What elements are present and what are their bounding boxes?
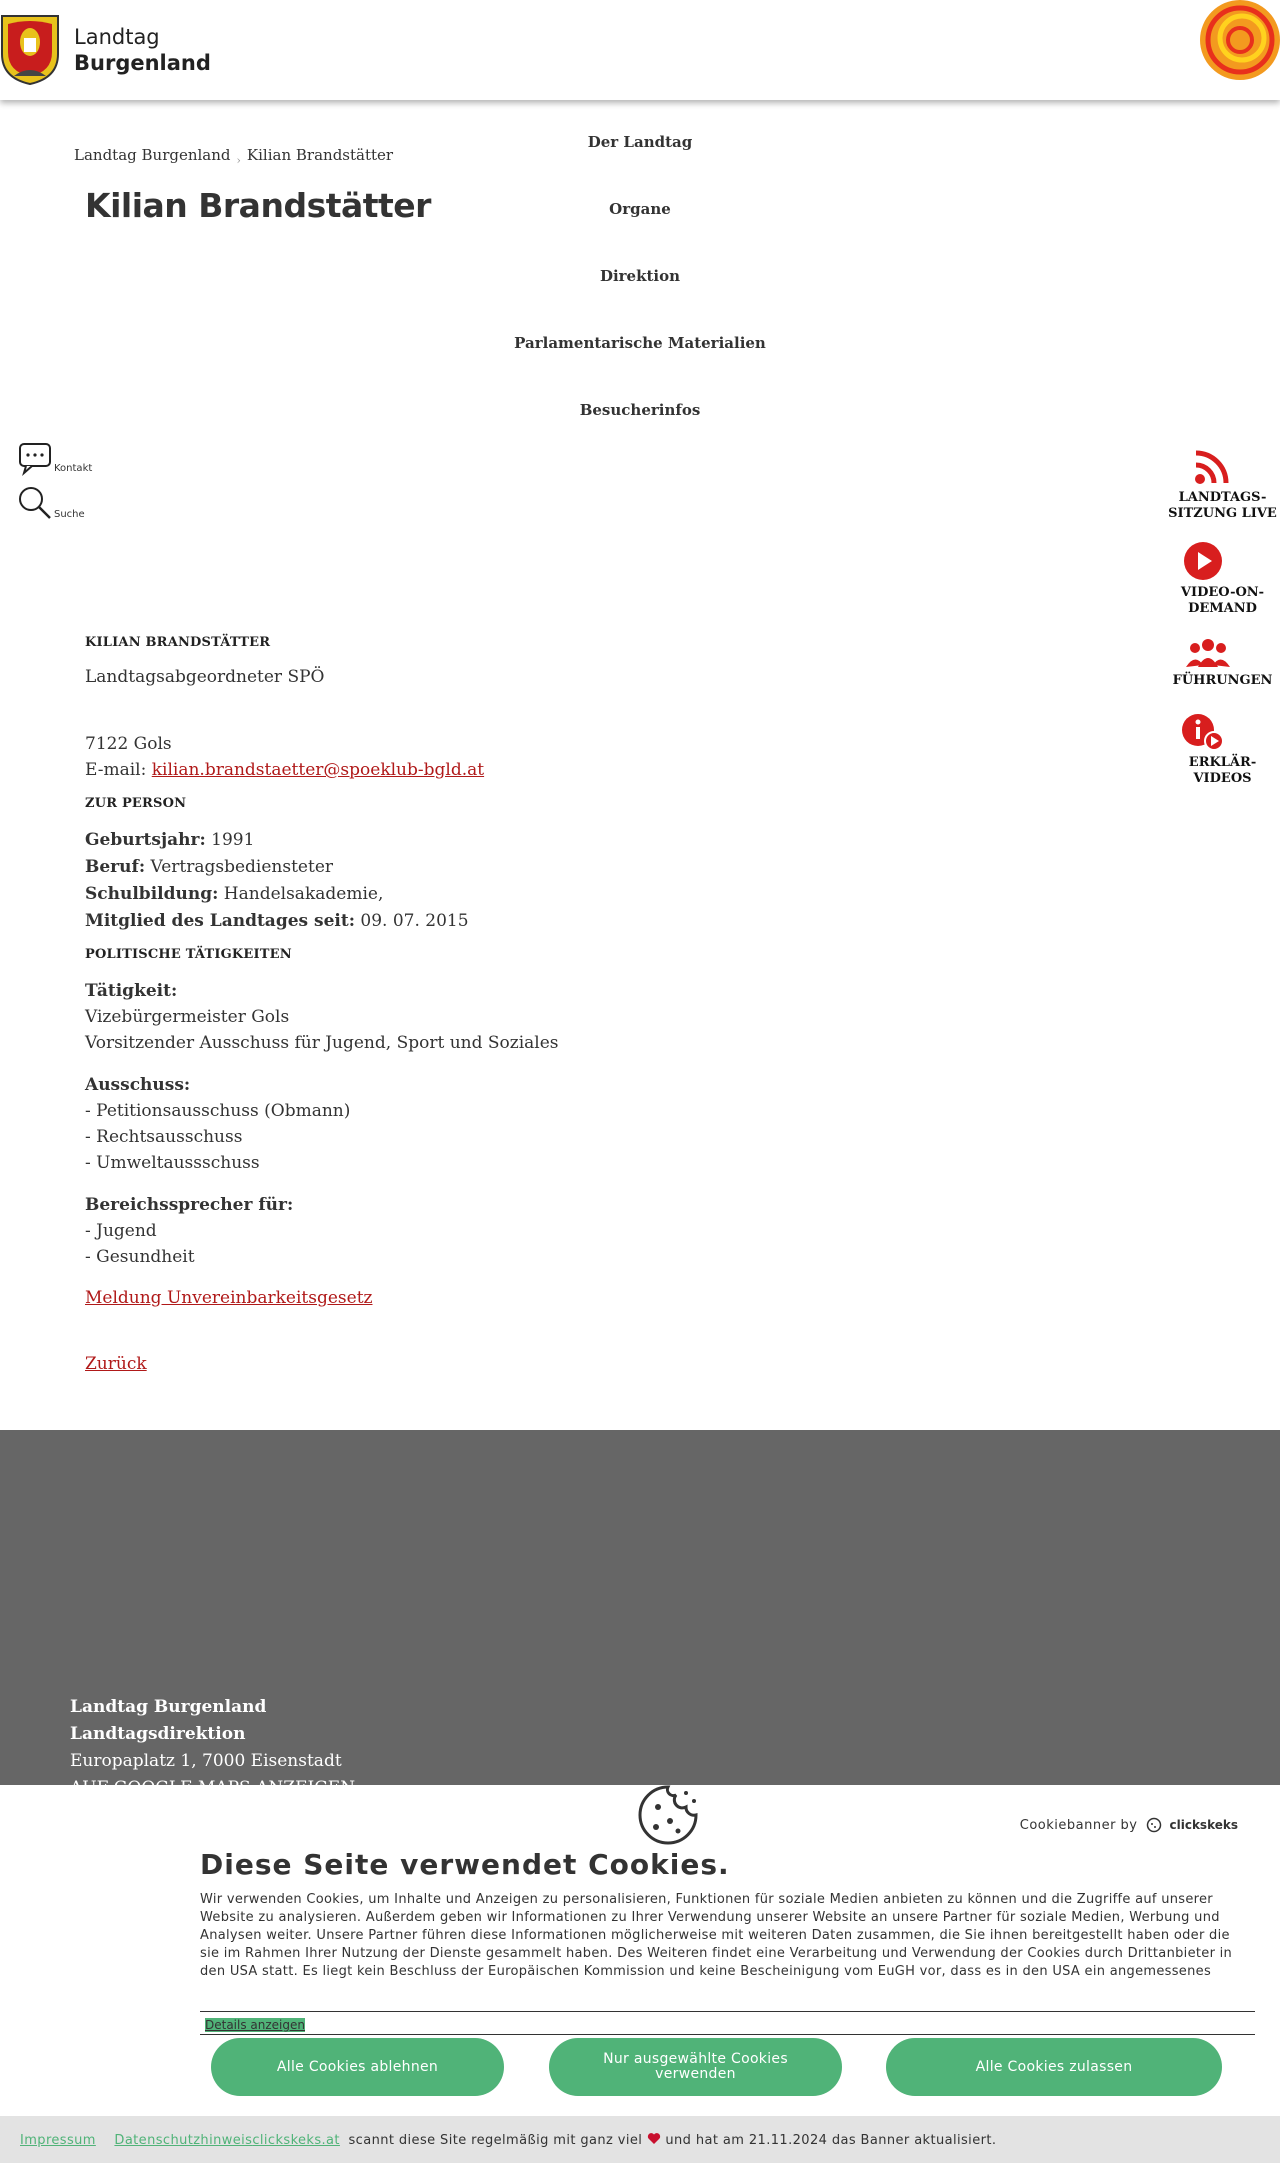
play-icon: [1183, 541, 1223, 581]
activity-item: Vorsitzender Ausschuss für Jugend, Sport und Soziales: [85, 1033, 559, 1053]
committee-item: - Umweltaussschuss: [85, 1153, 260, 1173]
footer-address: Europaplatz 1, 7000 Eisenstadt: [70, 1751, 342, 1771]
accept-selected-label-2: verwenden: [655, 2066, 736, 2082]
cookie-footer-text-1: scannt diese Site regelmäßig mit ganz viel: [348, 2133, 643, 2148]
member-value: 09. 07. 2015: [360, 911, 469, 931]
info-video-icon: [1181, 713, 1225, 751]
vod-label-1: VIDEO-ON-: [1180, 585, 1265, 600]
accept-selected-label-1: Nur ausgewählte Cookies: [603, 2051, 788, 2067]
person-content: [85, 630, 885, 1377]
school-value: Handelsakademie,: [223, 884, 384, 904]
person-city: 7122 Gols: [85, 734, 172, 754]
quicklink-fuehrungen[interactable]: [1165, 637, 1280, 689]
coat-of-arms-icon: [0, 14, 60, 86]
birth-value: 1991: [211, 830, 255, 850]
site-logo[interactable]: [0, 14, 211, 86]
logo-line-burgenland: Burgenland: [74, 51, 211, 75]
impressum-link[interactable]: Impressum: [20, 2133, 96, 2148]
cookie-details-toggle[interactable]: Details anzeigen: [205, 2018, 305, 2032]
contact-tool[interactable]: [18, 442, 92, 474]
email-link[interactable]: kilian.brandstaetter@spoeklub-bgld.at: [151, 760, 485, 780]
person-heading: KILIAN BRANDSTÄTTER: [85, 635, 271, 650]
explain-label-1: ERKLÄR-: [1188, 755, 1257, 770]
person-email-line: [85, 757, 885, 783]
page-title: Kilian Brandstätter: [85, 186, 431, 225]
school-label: Schulbildung:: [85, 884, 219, 904]
clickskeks-link[interactable]: clickskeks.at: [252, 2133, 340, 2148]
person-role: Landtagsabgeordneter SPÖ: [85, 667, 325, 687]
accept-selected-cookies-button[interactable]: [549, 2038, 842, 2096]
main-navigation: [440, 133, 840, 468]
heart-icon: [647, 2132, 661, 2145]
logo-line-landtag: Landtag: [74, 25, 160, 49]
committee-item: - Rechtsausschuss: [85, 1127, 243, 1147]
tours-label: FÜHRUNGEN: [1172, 673, 1273, 688]
explain-label-2: VIDEOS: [1193, 771, 1252, 786]
birth-row: [85, 827, 885, 853]
school-row: [85, 881, 885, 907]
search-icon: [18, 486, 52, 520]
political-heading: POLITISCHE TÄTIGKEITEN: [85, 947, 292, 962]
nav-item-organe[interactable]: Organe: [609, 200, 671, 218]
breadcrumb: [74, 146, 394, 167]
spokes-item: - Jugend: [85, 1221, 157, 1241]
job-value: Vertragsbediensteter: [150, 857, 334, 877]
spokes-item: - Gesundheit: [85, 1247, 195, 1267]
rss-icon: [1193, 448, 1233, 486]
breadcrumb-separator: ›: [236, 154, 241, 167]
report-link[interactable]: Meldung Unvereinbarkeitsgesetz: [85, 1288, 373, 1308]
sun-logo-icon: [1196, 0, 1280, 82]
chat-icon: [18, 442, 52, 474]
about-heading: ZUR PERSON: [85, 796, 187, 811]
cookie-title: Diese Seite verwendet Cookies.: [200, 1848, 730, 1881]
cookie-details-row: [200, 2011, 1255, 2035]
activity-label: Tätigkeit:: [85, 981, 178, 1001]
cookie-footer: [0, 2116, 1280, 2163]
clickskeks-brand: clickskeks: [1169, 1818, 1238, 1832]
activity-item: Vizebürgermeister Gols: [85, 1007, 290, 1027]
email-label: E-mail:: [85, 760, 147, 780]
back-link[interactable]: Zurück: [85, 1354, 147, 1374]
committee-item: - Petitionsausschuss (Obmann): [85, 1101, 351, 1121]
nav-item-besucherinfos[interactable]: Besucherinfos: [579, 401, 701, 419]
job-row: [85, 854, 885, 880]
cookie-footer-text-2: und hat am 21.11.2024 das Banner aktualisiert.: [665, 2133, 997, 2148]
cookie-icon: [638, 1785, 702, 1845]
quicklink-erklaervideos[interactable]: [1165, 713, 1280, 787]
quicklink-video-on-demand[interactable]: [1165, 541, 1280, 617]
member-row: [85, 908, 885, 934]
contact-label: Kontakt: [54, 463, 93, 474]
cookie-text: Wir verwenden Cookies, um Inhalte und Anzeigen zu personalisieren, Funktionen für soziale Medien anbieten zu können und die Zugriffe auf unserer Website zu analysieren. Außerdem geben wir Informationen zu Ihrer Verwendung unserer Website an unsere Partner für soziale Medien, Werbung und Analysen weiter. Unsere Partner führen diese Informationen möglicherweise mit weiteren Daten zusammen, die Sie ihnen bereitgestellt haben oder die sie im Rahmen Ihrer Nutzung der Dienste gesammelt haben. Des Weiteren findet eine Verarbeitung und Verwendung der Cookies durch Drittanbieter in den USA statt. Es liegt kein Beschluss der Europäischen Kommission und keine Bescheinigung vom EuGH vor, dass es in den USA ein angemessenes: [200, 1892, 1233, 1979]
site-header: [0, 0, 1280, 100]
vod-label-2: DEMAND: [1188, 601, 1257, 616]
live-label-2: SITZUNG LIVE: [1168, 506, 1277, 521]
clickskeks-logo-icon: [1146, 1817, 1162, 1833]
committee-label: Ausschuss:: [85, 1075, 191, 1095]
job-label: Beruf:: [85, 857, 146, 877]
member-label: Mitglied des Landtages seit:: [85, 911, 355, 931]
nav-item-parlamentarische-materialien[interactable]: Parlamentarische Materialien: [514, 334, 766, 352]
group-icon: [1186, 637, 1230, 669]
quicklink-landtagssitzung-live[interactable]: [1165, 448, 1280, 522]
search-tool[interactable]: [18, 486, 85, 520]
reject-all-cookies-button[interactable]: Alle Cookies ablehnen: [211, 2038, 504, 2096]
footer-org: Landtag Burgenland: [70, 1697, 267, 1717]
site-footer: [0, 1430, 1280, 1790]
nav-item-direktion[interactable]: Direktion: [599, 267, 681, 285]
live-label-1: LANDTAGS-: [1178, 490, 1267, 505]
cookiebanner-by-label: Cookiebanner by: [1019, 1817, 1138, 1833]
cookie-banner: [0, 1785, 1280, 2163]
spokes-label: Bereichssprecher für:: [85, 1195, 294, 1215]
footer-dept: Landtagsdirektion: [70, 1724, 246, 1744]
privacy-link[interactable]: Datenschutzhinweis: [114, 2133, 253, 2148]
nav-item-der-landtag[interactable]: Der Landtag: [587, 133, 693, 151]
birth-label: Geburtsjahr:: [85, 830, 206, 850]
search-label: Suche: [54, 509, 85, 520]
accept-all-cookies-button[interactable]: Alle Cookies zulassen: [886, 2038, 1222, 2096]
breadcrumb-home-link[interactable]: Landtag Burgenland: [74, 146, 231, 164]
cookiebanner-by: [1020, 1817, 1238, 1833]
breadcrumb-current: Kilian Brandstätter: [246, 146, 394, 164]
